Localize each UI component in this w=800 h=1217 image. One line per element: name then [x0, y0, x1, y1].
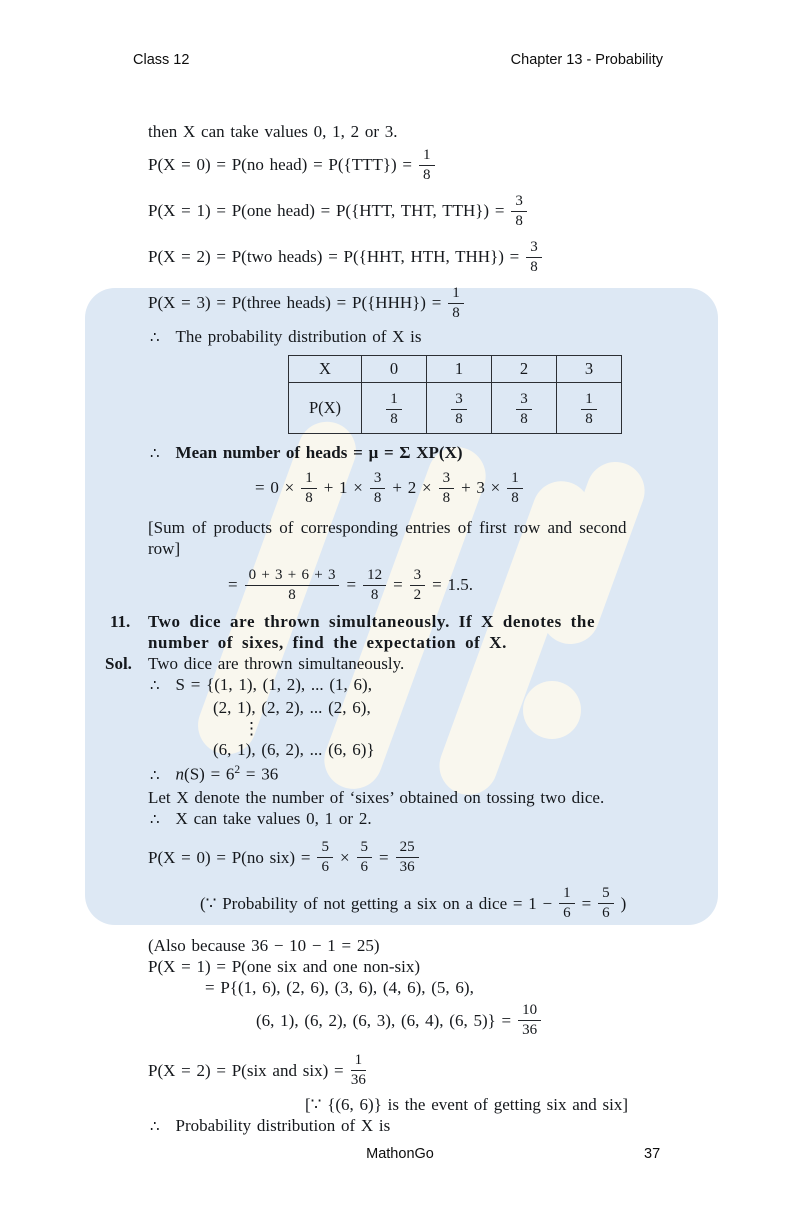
footer-brand: MathonGo [366, 1146, 434, 1162]
fraction [518, 1002, 541, 1039]
frac-num: 5 [598, 885, 614, 904]
fraction [410, 567, 426, 604]
frac-den: 8 [288, 586, 296, 603]
eq-text: = [379, 847, 389, 867]
eq-text: + 2 × [392, 478, 432, 497]
frac-num: 1 [559, 885, 575, 904]
fraction [559, 885, 575, 922]
eq-text: × [339, 847, 350, 867]
eq-text: + 1 × [323, 478, 363, 497]
table-cell: 3 [557, 356, 622, 383]
fraction [370, 470, 386, 507]
let-x-line: Let X denote the number of ‘sixes’ obtained on tossing two dice. [148, 787, 605, 807]
bracket-note-line1: [Sum of products of corresponding entries of first row and second [148, 518, 627, 537]
bracket-note-line2: row] [148, 539, 181, 558]
eq-text: P(X = 0) = P(no six) = [148, 847, 311, 867]
eq-text: = [228, 575, 238, 594]
question-text: number of sixes, find the expectation of X. [148, 633, 508, 652]
frac-den: 2 [413, 586, 422, 603]
eq-text: P(X = 0) = P(no head) = P({TTT}) = [148, 155, 413, 174]
frac-num: 5 [317, 839, 333, 858]
frac-num: 1 [448, 285, 464, 304]
fraction [581, 391, 597, 428]
frac-num: 3 [439, 470, 455, 489]
eq-text: = [393, 575, 403, 594]
table-cell [427, 383, 492, 434]
frac-num: 0 + 3 + 6 + 3 [245, 567, 340, 586]
frac-num: 3 [511, 193, 527, 212]
frac-den: 8 [585, 411, 593, 427]
sample-space-line1 [105, 674, 717, 697]
intro-line: then X can take values 0, 1, 2 or 3. [148, 122, 398, 141]
fraction [419, 147, 435, 184]
frac-den: 8 [520, 411, 528, 427]
fraction [363, 567, 386, 604]
frac-num: 1 [507, 470, 523, 489]
frac-den: 8 [455, 411, 463, 427]
mean-heading [105, 442, 717, 465]
frac-num: 3 [451, 391, 467, 410]
fraction [451, 391, 467, 428]
therefore-symbol: ∴ [150, 1118, 160, 1135]
fraction [511, 193, 527, 230]
frac-den: 8 [442, 489, 451, 506]
frac-den: 36 [522, 1022, 538, 1039]
probability-table [288, 355, 622, 434]
vertical-dots: ⋮ [243, 719, 260, 738]
distribution-outro [105, 1115, 717, 1138]
eq-text: = [581, 893, 592, 913]
frac-den: 8 [373, 489, 382, 506]
eq-px0-dice [105, 835, 717, 881]
therefore-symbol: ∴ [150, 811, 160, 828]
line-text: The probability distribution of X is [175, 327, 422, 346]
therefore-symbol: ∴ [150, 678, 160, 694]
n-of-s-line [105, 760, 717, 787]
sol-label: Sol. [105, 654, 132, 673]
frac-num: 3 [516, 391, 532, 410]
sample-space-line3: (6, 1), (6, 2), ... (6, 6)} [213, 740, 375, 759]
sum-equation [105, 559, 717, 611]
page-footer [0, 1146, 800, 1162]
table-row-x [289, 356, 622, 383]
fraction [439, 470, 455, 507]
therefore-symbol: ∴ [150, 330, 160, 346]
frac-num: 10 [518, 1002, 541, 1021]
eq-px1-dice-line2: = P{(1, 6), (2, 6), (3, 6), (4, 6), (5, 6), [205, 977, 474, 997]
solution-content [105, 121, 717, 1138]
eq-text: = 0 × [255, 478, 295, 497]
event-note: [∵ {(6, 6)} is the event of getting six and six] [305, 1094, 629, 1114]
line-text: Probability distribution of X is [175, 1115, 391, 1135]
line-text: S = {(1, 1), (1, 2), ... (1, 6), [175, 675, 372, 694]
question-11-line1 [105, 611, 717, 632]
mean-equation [105, 465, 717, 511]
fraction [386, 391, 402, 428]
eq-text: (6, 1), (6, 2), (6, 3), (6, 4), (6, 5)} = [256, 1010, 512, 1030]
frac-den: 8 [305, 489, 313, 506]
fraction [351, 1052, 367, 1089]
frac-num: 25 [396, 839, 419, 858]
frac-num: 3 [526, 239, 542, 258]
frac-den: 36 [399, 859, 415, 876]
fraction [396, 839, 419, 876]
fraction [448, 285, 464, 322]
frac-den: 6 [321, 859, 329, 876]
frac-num: 5 [357, 839, 373, 858]
exponent: 2 [234, 764, 241, 776]
frac-den: 8 [511, 489, 519, 506]
frac-den: 8 [452, 304, 460, 321]
solution-line [105, 653, 717, 674]
table-cell [557, 383, 622, 434]
eq-px2-heads [105, 234, 717, 280]
page-header [133, 52, 663, 68]
frac-num: 3 [410, 567, 426, 586]
table-cell: 1 [427, 356, 492, 383]
eq-text: + 3 × [461, 478, 501, 497]
frac-den: 8 [530, 258, 538, 275]
eq-text: P(X = 3) = P(three heads) = P({HHH}) = [148, 293, 442, 312]
frac-num: 1 [351, 1052, 367, 1071]
fraction [301, 470, 317, 507]
therefore-symbol: ∴ [150, 446, 160, 462]
frac-den: 8 [423, 166, 431, 183]
eq-text: = 1.5. [432, 575, 474, 594]
because-note [105, 881, 717, 927]
eq-px2-dice [105, 1048, 717, 1094]
table-cell: 0 [362, 356, 427, 383]
frac-den: 36 [350, 1072, 366, 1089]
n-italic: n [175, 764, 185, 784]
eq-px3-heads [105, 280, 717, 326]
eq-text: ) [620, 893, 627, 913]
fraction [357, 839, 373, 876]
question-11-line2 [105, 632, 717, 653]
fraction [317, 839, 333, 876]
table-row-px [289, 383, 622, 434]
eq-text: (∵ Probability of not getting a six on a dice = 1 − [200, 893, 553, 913]
eq-px1-heads [105, 188, 717, 234]
table-cell [362, 383, 427, 434]
header-class-label: Class 12 [133, 52, 190, 68]
fraction [526, 239, 542, 276]
eq-text: P(X = 1) = P(one head) = P({HTT, THT, TTH}) = [148, 201, 505, 220]
question-number: 11. [110, 612, 131, 631]
frac-den: 6 [602, 905, 610, 922]
frac-den: 6 [563, 905, 571, 922]
frac-num: 1 [301, 470, 317, 489]
frac-num: 12 [363, 567, 386, 586]
distribution-intro [105, 326, 717, 349]
also-note: (Also because 36 − 10 − 1 = 25) [148, 935, 380, 955]
table-cell: P(X) [289, 383, 362, 434]
eq-text: (S) = 6 [184, 764, 235, 784]
eq-px0-heads [105, 142, 717, 188]
fraction [598, 885, 614, 922]
line-text: X can take values 0, 1 or 2. [175, 808, 372, 828]
eq-text: = [346, 575, 357, 594]
eq-px1-dice-line1: P(X = 1) = P(one six and one non-six) [148, 956, 420, 976]
frac-num: 1 [386, 391, 402, 410]
x-values-line [105, 808, 717, 831]
frac-num: 1 [419, 147, 435, 166]
fraction [516, 391, 532, 428]
frac-den: 8 [390, 411, 398, 427]
frac-num: 3 [370, 470, 386, 489]
sample-space-line2: (2, 1), (2, 2), ... (2, 6), [213, 698, 371, 717]
table-cell: X [289, 356, 362, 383]
therefore-symbol: ∴ [150, 767, 160, 784]
table-cell [492, 383, 557, 434]
mean-formula: Mean number of heads = μ = Σ XP(X) [175, 443, 463, 462]
fraction [245, 567, 340, 604]
line-text: Two dice are thrown simultaneously. [148, 654, 405, 673]
frac-num: 1 [581, 391, 597, 410]
table-cell: 2 [492, 356, 557, 383]
eq-text: P(X = 2) = P(two heads) = P({HHT, HTH, THH}) = [148, 247, 520, 266]
frac-den: 8 [370, 586, 379, 603]
eq-text: = 36 [240, 764, 279, 784]
eq-px1-dice-line3 [105, 998, 717, 1044]
footer-page-number: 37 [644, 1146, 661, 1162]
question-text: Two dice are thrown simultaneously. If X denotes the [148, 612, 596, 631]
frac-den: 6 [360, 859, 369, 876]
header-chapter-label: Chapter 13 - Probability [510, 52, 663, 68]
frac-den: 8 [515, 212, 523, 229]
fraction [507, 470, 523, 507]
eq-text: P(X = 2) = P(six and six) = [148, 1060, 344, 1080]
